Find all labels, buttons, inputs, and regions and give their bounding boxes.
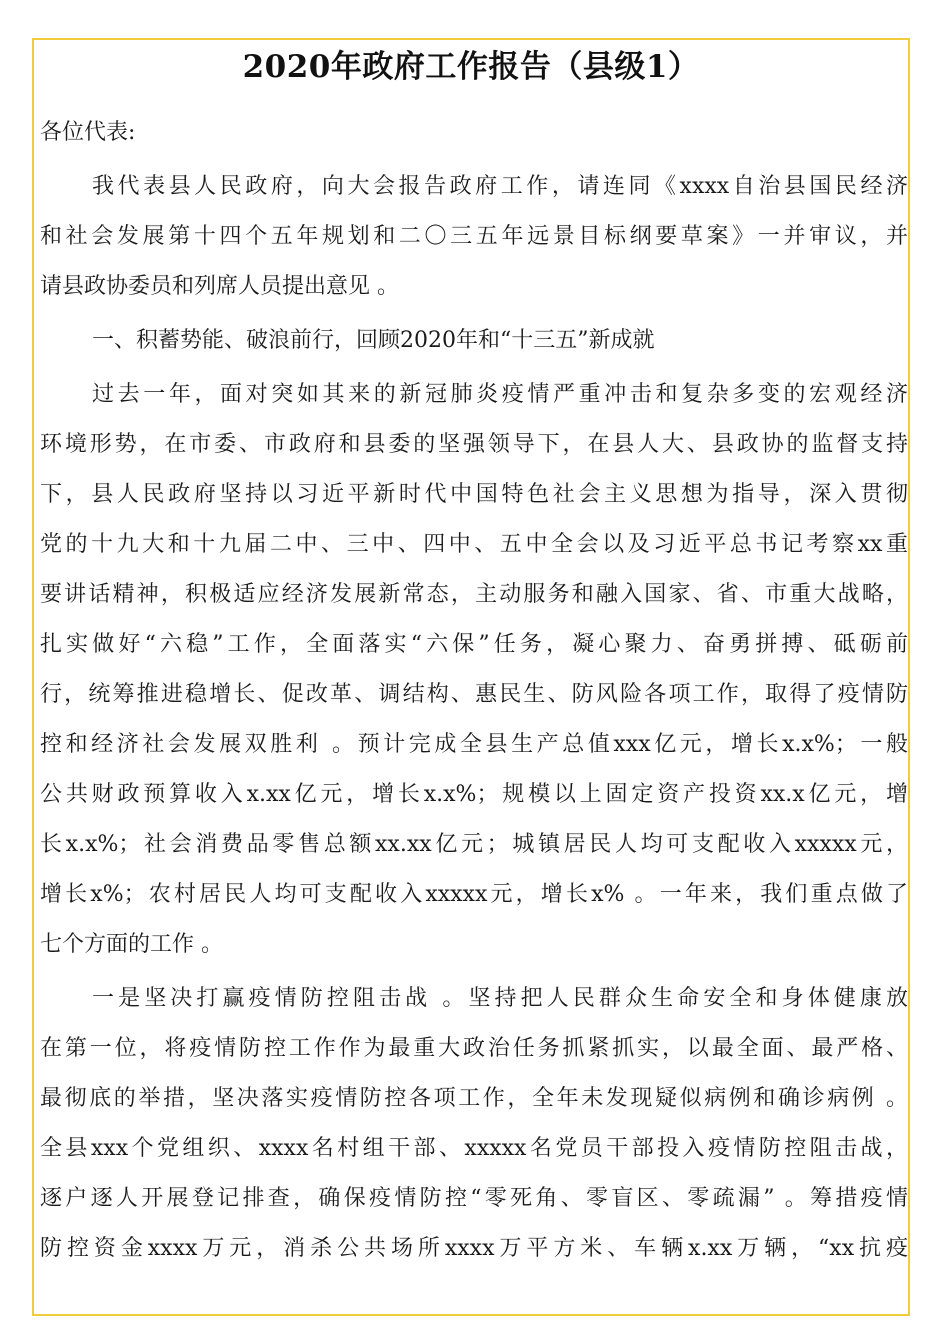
- paragraph-line: 全县xxx个党组织、xxxx名村组干部、xxxxx名党员干部投入疫情防控阻击战，: [40, 1136, 908, 1161]
- paragraph-line: 防控资金xxxx万元，消杀公共场所xxxx万平方米、车辆x.xx万辆，“xx抗疫: [40, 1236, 908, 1261]
- paragraph-line: 一是坚决打赢疫情防控阻击战 。坚持把人民群众生命安全和身体健康放: [92, 986, 908, 1011]
- document-title: 2020年政府工作报告（县级1）: [242, 49, 700, 85]
- paragraph-line: 逐户逐人开展登记排查，确保疫情防控“零死角、零盲区、零疏漏” 。筹措疫情: [40, 1186, 908, 1211]
- document-body: [40, 108, 908, 1274]
- section-heading-1: [40, 316, 908, 366]
- paragraph-line: 和社会发展第十四个五年规划和二〇三五年远景目标纲要草案》一并审议，并: [40, 224, 908, 249]
- paragraph-line: 在第一位，将疫情防控工作作为最重大政治任务抓紧抓实，以最全面、最严格、: [40, 1036, 908, 1061]
- paragraph-overview: [40, 370, 908, 970]
- paragraph-epidemic: [40, 974, 908, 1274]
- paragraph-line: 七个方面的工作 。: [40, 932, 223, 957]
- paragraph-line: 增长x%；农村居民人均可支配收入xxxxx元，增长x% 。一年来，我们重点做了: [40, 882, 908, 907]
- paragraph-line: 长x.x%；社会消费品零售总额xx.xx亿元；城镇居民人均可支配收入xxxxx元，: [40, 832, 908, 857]
- section-heading-line: 一、积蓄势能、破浪前行，回顾2020年和“十三五”新成就: [92, 328, 655, 353]
- paragraph-line: 过去一年，面对突如其来的新冠肺炎疫情严重冲击和复杂多变的宏观经济: [92, 382, 908, 407]
- paragraph-line: 要讲话精神，积极适应经济发展新常态，主动服务和融入国家、省、市重大战略，: [40, 582, 908, 607]
- paragraph-line: 党的十九大和十九届二中、三中、四中、五中全会以及习近平总书记考察xx重: [40, 532, 908, 557]
- paragraph-line: 请县政协委员和列席人员提出意见 。: [40, 274, 399, 299]
- paragraph-line: 下，县人民政府坚持以习近平新时代中国特色社会主义思想为指导，深入贯彻: [40, 482, 908, 507]
- paragraph-line: 环境形势，在市委、市政府和县委的坚强领导下，在县人大、县政协的监督支持: [40, 432, 908, 457]
- paragraph-line: 最彻底的举措，坚决落实疫情防控各项工作，全年未发现疑似病例和确诊病例 。: [40, 1086, 908, 1111]
- paragraph-line: 控和经济社会发展双胜利 。预计完成全县生产总值xxx亿元，增长x.x%；一般: [40, 732, 908, 757]
- paragraph-intro: [40, 162, 908, 312]
- paragraph-line: 我代表县人民政府，向大会报告政府工作，请连同《xxxx自治县国民经济: [92, 174, 908, 199]
- salutation: 各位代表:: [40, 120, 136, 145]
- paragraph-line: 行，统筹推进稳增长、促改革、调结构、惠民生、防风险各项工作，取得了疫情防: [40, 682, 908, 707]
- paragraph-line: 公共财政预算收入x.xx亿元，增长x.x%；规模以上固定资产投资xx.x亿元，增: [40, 782, 908, 807]
- paragraph-line: 扎实做好“六稳”工作，全面落实“六保”任务，凝心聚力、奋勇拼搏、砥砺前: [40, 632, 908, 657]
